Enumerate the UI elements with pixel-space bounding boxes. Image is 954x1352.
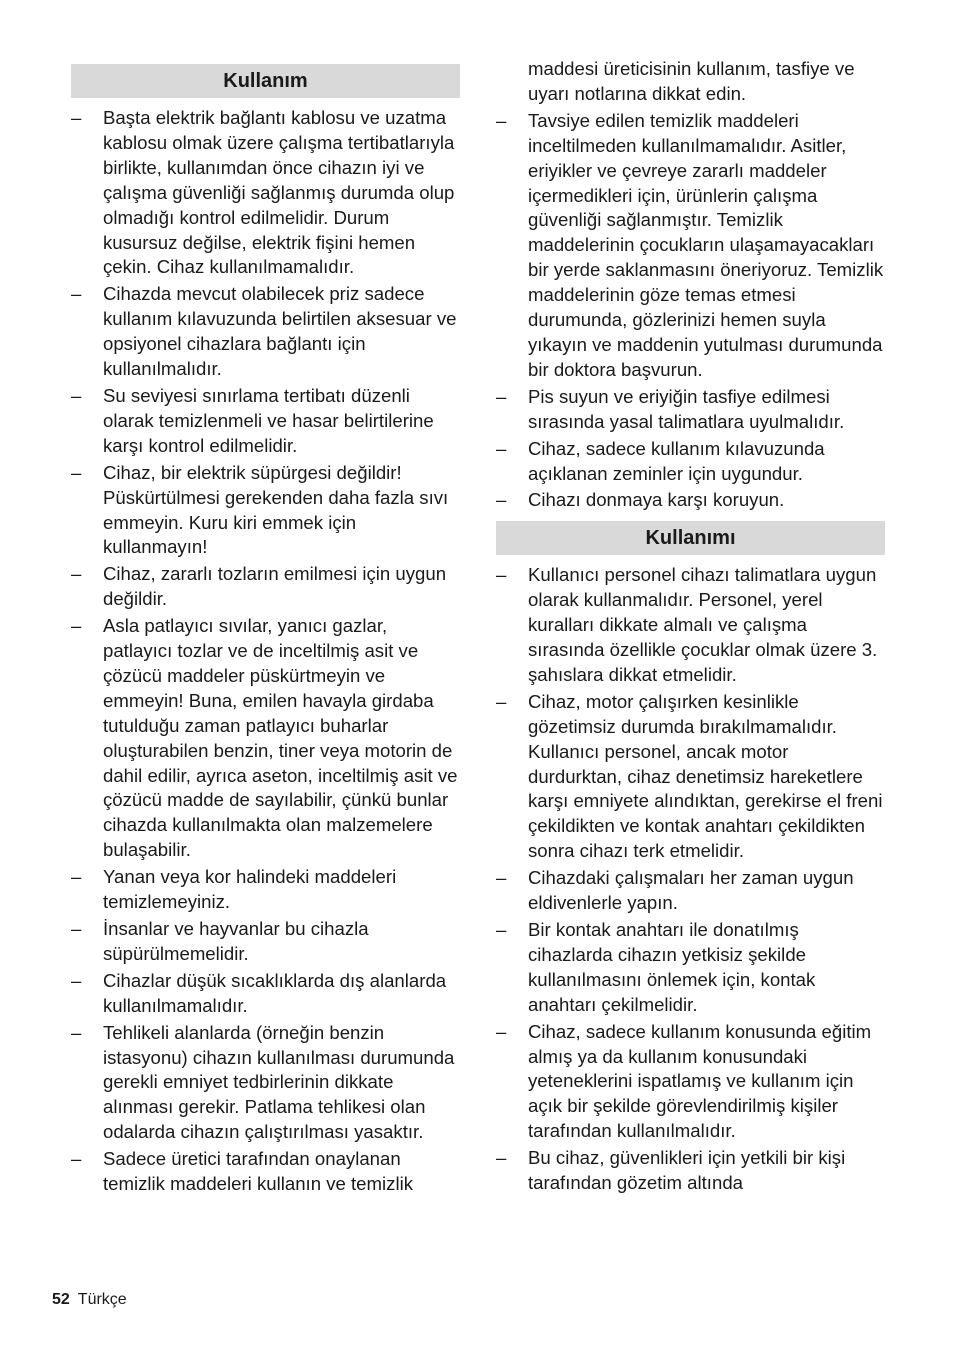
bullet-dash: – bbox=[71, 918, 82, 939]
list-item bbox=[71, 282, 460, 382]
list-item bbox=[71, 461, 460, 561]
list-item-text: Pis suyun ve eriyiğin tasfiye edilmesi sırasında yasal talimatlara uyulmalıdır. bbox=[528, 385, 845, 432]
list-item bbox=[496, 1146, 885, 1196]
list-item-text: Cihazda mevcut olabilecek priz sadece kullanım kılavuzunda belirtilen aksesuar ve opsiyonel cihazlara bağlantı için kullanılmalıdır. bbox=[103, 283, 457, 380]
right-bullet-list-top bbox=[496, 109, 885, 514]
bullet-dash: – bbox=[496, 109, 507, 131]
list-item-text: Cihaz, sadece kullanım kılavuzunda açıklanan zeminler için uygundur. bbox=[528, 437, 825, 484]
list-item-text: Kullanıcı personel cihazı talimatlara uygun olarak kullanmalıdır. Personel, yerel kuralları dikkate almalı ve çalışma sırasında özellikle çocuklar olmak üzere 3. şahıslara dikkat etmelidir. bbox=[528, 564, 878, 685]
footer-language: Türkçe bbox=[77, 1291, 127, 1308]
bullet-dash: – bbox=[71, 384, 82, 406]
list-item bbox=[71, 865, 460, 915]
list-item bbox=[496, 437, 885, 487]
list-item-text: Başta elektrik bağlantı kablosu ve uzatma kablosu olmak üzere çalışma tertibatlarıyla birlikte, kullanımdan önce cihazın iyi ve çalışma güvenliği sağlanmış durumda olup olmadığı kontrol edilmelidir. Durum kusursuz değilse, elektrik fişini hemen çekin. Cihaz kullanılmamalıdır. bbox=[103, 107, 455, 278]
bullet-dash: – bbox=[71, 969, 82, 991]
list-item bbox=[496, 918, 885, 1018]
list-item bbox=[496, 690, 885, 864]
list-item bbox=[71, 1021, 460, 1146]
list-item-text: Cihaz, bir elektrik süpürgesi değildir! Püskürtülmesi gerekenden daha fazla sıvı emmeyin. Kuru kiri emmek için kullanmayın! bbox=[103, 461, 449, 558]
bullet-dash: – bbox=[496, 489, 507, 511]
list-item-text: Tavsiye edilen temizlik maddeleri inceltilmeden kullanılmamalıdır. Asitler, eriyikler ve çevreye zararlı maddeler içermedikleri için, ürünlerin çalışma güvenliği sağlanmıştır. Temizlik maddelerinin çocukların ulaşamayacakları bir yerde saklanmasını öneriyoruz. Temizlik maddelerinin göze temas etmesi durumunda, gözlerinizi hemen suyla yıkayın ve maddenin yutulması durumunda bir doktora başvurun. bbox=[528, 109, 884, 380]
page-number: 52 bbox=[52, 1291, 70, 1308]
list-item-text: Su seviyesi sınırlama tertibatı düzenli olarak temizlenmeli ve hasar belirtilerine karşı kontrol edilmelidir. bbox=[103, 384, 434, 456]
list-item-text: Sadece üretici tarafından onaylanan temizlik maddeleri kullanın ve temizlik bbox=[103, 1148, 414, 1195]
list-item-text: İnsanlar ve hayvanlar bu cihazla süpürülmemelidir. bbox=[103, 918, 369, 964]
list-item bbox=[71, 1147, 460, 1197]
left-bullet-list bbox=[71, 106, 460, 1197]
bullet-dash: – bbox=[71, 1021, 82, 1043]
page-footer bbox=[52, 1289, 127, 1311]
bullet-dash: – bbox=[71, 107, 82, 128]
bullet-dash: – bbox=[496, 919, 507, 940]
bullet-dash: – bbox=[496, 385, 507, 407]
list-item bbox=[496, 866, 885, 916]
list-item bbox=[71, 969, 460, 1019]
bullet-dash: – bbox=[496, 564, 507, 586]
bullet-dash: – bbox=[71, 615, 82, 637]
list-item-text: Tehlikeli alanlarda (örneğin benzin istasyonu) cihazın kullanılması durumunda gerekli emniyet tedbirlerinin dikkate alınması gerekir. Patlama tehlikesi olan odalarda cihazın çalıştırılması yasaktır. bbox=[103, 1021, 455, 1143]
list-item bbox=[496, 109, 885, 383]
list-item-text: Cihazdaki çalışmaları her zaman uygun eldivenlerle yapın. bbox=[528, 867, 854, 914]
list-item bbox=[496, 563, 885, 688]
list-item bbox=[71, 614, 460, 863]
bullet-dash: – bbox=[496, 867, 507, 889]
list-item bbox=[71, 384, 460, 459]
list-item-text: Cihazı donmaya karşı koruyun. bbox=[528, 489, 785, 511]
list-item bbox=[496, 385, 885, 435]
section-heading-kullanimi: Kullanımı bbox=[496, 521, 885, 555]
list-item bbox=[71, 106, 460, 280]
right-bullet-list-bottom bbox=[496, 563, 885, 1196]
bullet-dash: – bbox=[71, 866, 82, 888]
list-item-text: Bir kontak anahtarı ile donatılmış cihazlarda cihazın yetkisiz şekilde kullanılmasını önlemek için, kontak anahtarı çekilmelidir. bbox=[528, 919, 816, 1015]
bullet-dash: – bbox=[496, 1147, 507, 1169]
list-item-text: Cihazlar düşük sıcaklıklarda dış alanlarda kullanılmamalıdır. bbox=[103, 969, 447, 1016]
list-item bbox=[496, 488, 885, 513]
bullet-dash: – bbox=[496, 437, 507, 459]
list-item-text: Cihaz, motor çalışırken kesinlikle gözetimsiz durumda bırakılmamalıdır. Kullanıcı personel, ancak motor durdurktan, cihaz denetimsiz hareketlere karşı emniyete alındıktan, gerekirse el freni çekildikten ve kontak anahtarı çekildikten sonra cihazı terk etmelidir. bbox=[528, 690, 883, 862]
list-item bbox=[71, 562, 460, 612]
bullet-dash: – bbox=[71, 461, 82, 483]
bullet-dash: – bbox=[71, 1148, 82, 1170]
list-item bbox=[496, 1020, 885, 1145]
list-item-text: Cihaz, sadece kullanım konusunda eğitim almış ya da kullanım konusundaki yeteneklerini ispatlamış ve kullanım için açık bir şekilde görevlendirilmiş kişiler tarafından kullanılmalıdır. bbox=[528, 1020, 872, 1142]
list-item-continuation: maddesi üreticisinin kullanım, tasfiye ve uyarı notlarına dikkat edin. bbox=[528, 58, 855, 104]
bullet-dash: – bbox=[71, 283, 82, 305]
right-column bbox=[496, 57, 885, 1198]
bullet-dash: – bbox=[71, 563, 82, 585]
left-column bbox=[71, 64, 460, 1199]
list-item-text: Yanan veya kor halindeki maddeleri temizlemeyiniz. bbox=[103, 866, 397, 913]
bullet-dash: – bbox=[496, 690, 507, 712]
section-heading-kullanim: Kullanım bbox=[71, 64, 460, 98]
right-continuation-list bbox=[496, 57, 885, 107]
list-item-text: Asla patlayıcı sıvılar, yanıcı gazlar, patlayıcı tozlar ve de inceltilmiş asit ve çözücü maddeler püskürtmeyin ve emmeyin! Buna, emilen havayla girdaba tutulduğu zaman patlayıcı buharlar oluşturabilen benzin, tiner veya motorin de dahil edilir, ayrıca aseton, inceltilmiş asit ve çözücü madde de sayılabilir, çünkü bunlar cihazda kullanılmakta olan malzemelere bulaşabilir. bbox=[103, 615, 458, 861]
list-item-text: Bu cihaz, güvenlikleri için yetkili bir kişi tarafından gözetim altında bbox=[528, 1147, 846, 1194]
list-item-text: Cihaz, zararlı tozların emilmesi için uygun değildir. bbox=[103, 563, 447, 610]
bullet-dash: – bbox=[496, 1020, 507, 1042]
list-item bbox=[71, 917, 460, 967]
